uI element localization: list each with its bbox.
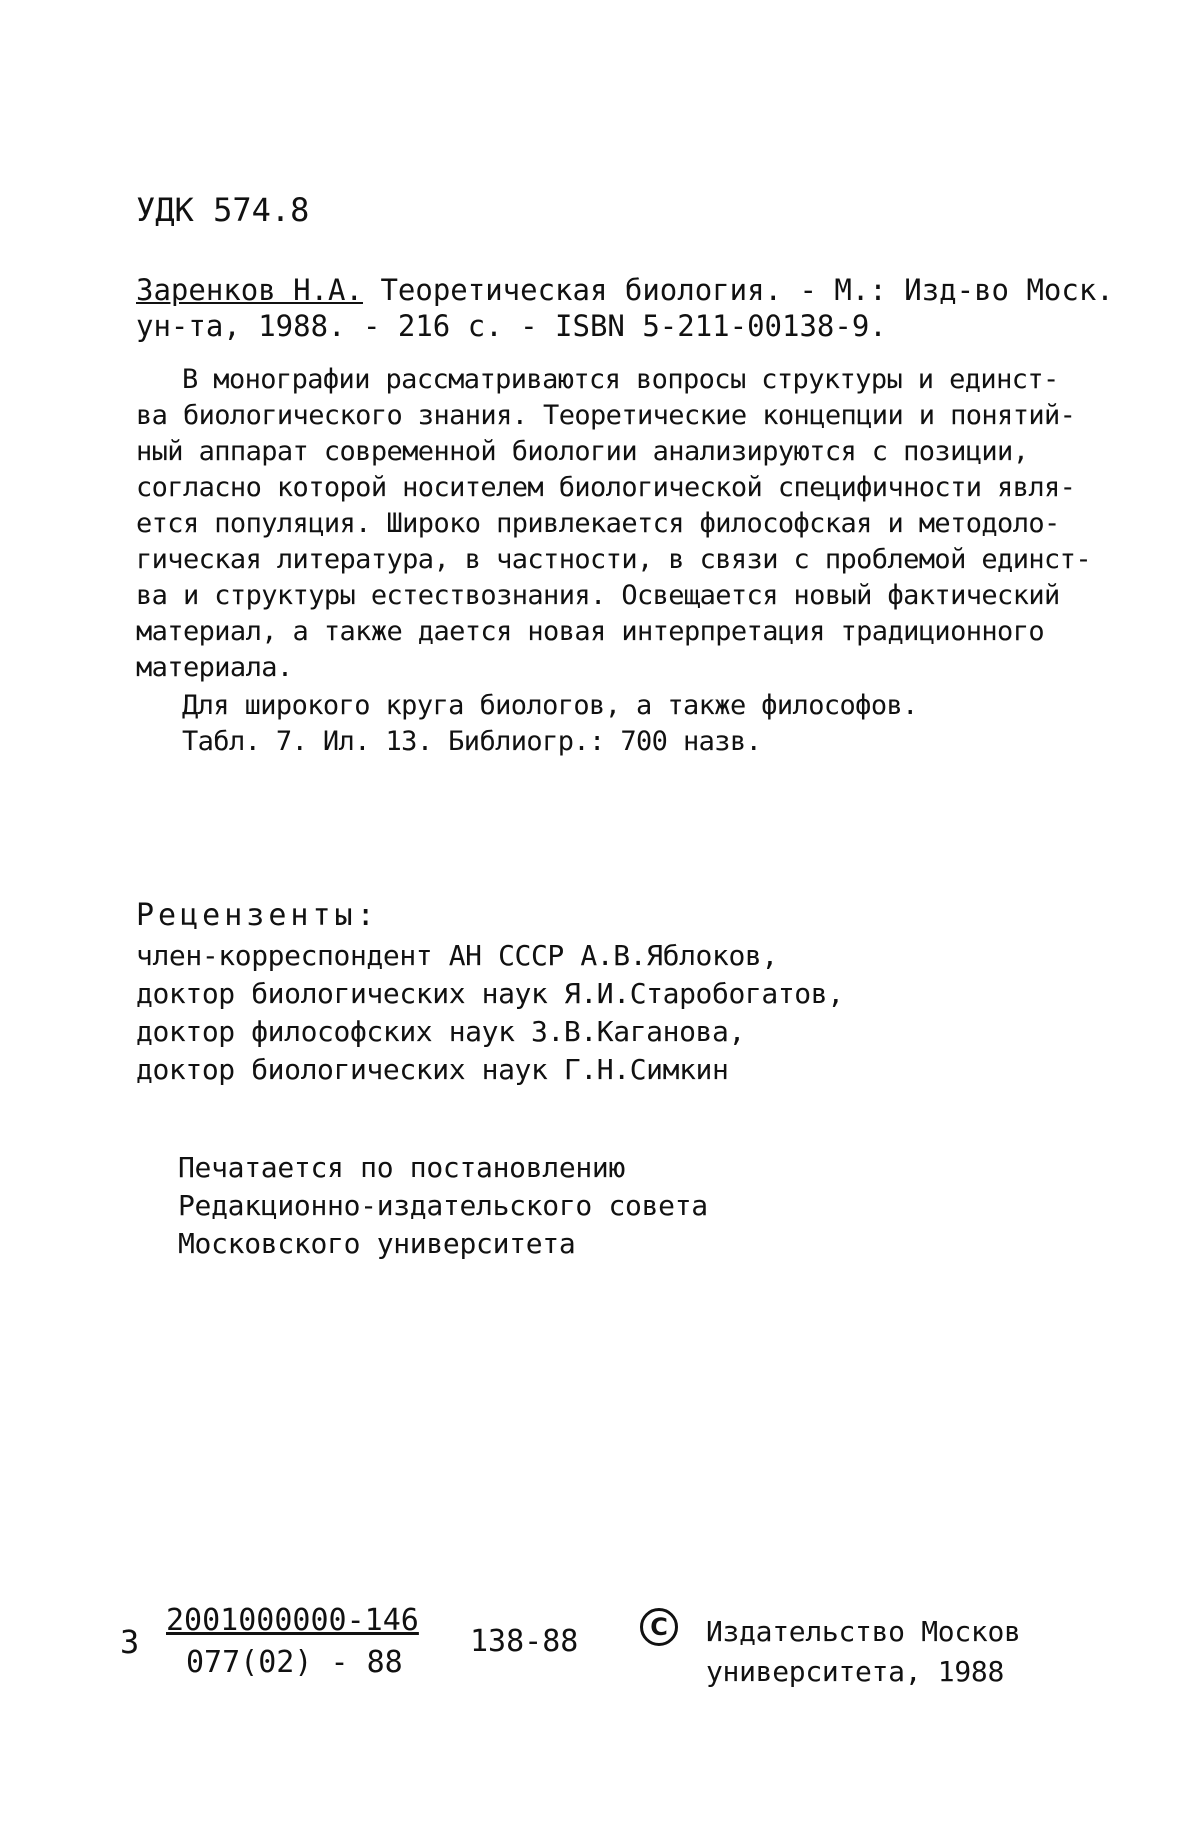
- reviewer-item: член-корреспондент АН СССР А.В.Яблоков,: [136, 939, 778, 972]
- imprint-code: 138-88: [470, 1624, 579, 1659]
- reviewer-item: доктор биологических наук Г.Н.Симкин: [136, 1053, 729, 1086]
- abstract-line: ва биологического знания. Теоретические концепции и понятий-: [136, 400, 1076, 431]
- reviewer-item: доктор философских наук З.В.Каганова,: [136, 1015, 745, 1048]
- abstract-line: ется популяция. Широко привлекается философская и методоло-: [136, 508, 1060, 539]
- printing-note-line: Печатается по постановлению: [178, 1151, 626, 1184]
- abstract-line: гическая литература, в частности, в связи с проблемой единст-: [136, 544, 1091, 575]
- reviewer-item: доктор биологических наук Я.И.Старобогатов,: [136, 977, 844, 1010]
- imprint-letter: З: [120, 1623, 140, 1661]
- abstract-line: В монографии рассматриваются вопросы структуры и единст-: [182, 364, 1059, 395]
- reviewers-heading: Рецензенты:: [136, 898, 379, 933]
- publisher-line-2: университета, 1988: [706, 1655, 1005, 1688]
- counts-note: Табл. 7. Ил. 13. Библиогр.: 700 назв.: [182, 726, 762, 757]
- abstract-line: материал, а также дается новая интерпретация традиционного: [136, 616, 1045, 647]
- publisher-line-1: Издательство Москов: [706, 1615, 1021, 1648]
- imprint-numerator: 2001000000-146: [166, 1603, 419, 1638]
- abstract-line: ный аппарат современной биологии анализируются с позиции,: [136, 436, 1029, 467]
- abstract-line: материала.: [136, 652, 293, 683]
- imprint-denominator: 077(02) - 88: [186, 1645, 403, 1680]
- abstract-line: ва и структуры естествознания. Освещается новый фактический: [136, 580, 1060, 611]
- printing-note-line: Редакционно-издательского совета: [178, 1189, 708, 1222]
- copyright-icon: C: [640, 1608, 678, 1646]
- bibliographic-line-1: [136, 270, 1114, 310]
- bibliographic-line-2: ун-та, 1988. - 216 с. - ISBN 5-211-00138-9.: [136, 309, 887, 343]
- author-name: Заренков Н.А.: [136, 273, 363, 307]
- printing-note-line: Московского университета: [178, 1227, 576, 1260]
- audience-note: Для широкого круга биологов, а также философов.: [182, 690, 918, 721]
- bibliographic-title: Теоретическая биология. - М.: Изд-во Моск.: [362, 273, 1114, 307]
- abstract-line: согласно которой носителем биологической специфичности явля-: [136, 472, 1076, 503]
- udc-code: УДК 574.8: [136, 191, 310, 229]
